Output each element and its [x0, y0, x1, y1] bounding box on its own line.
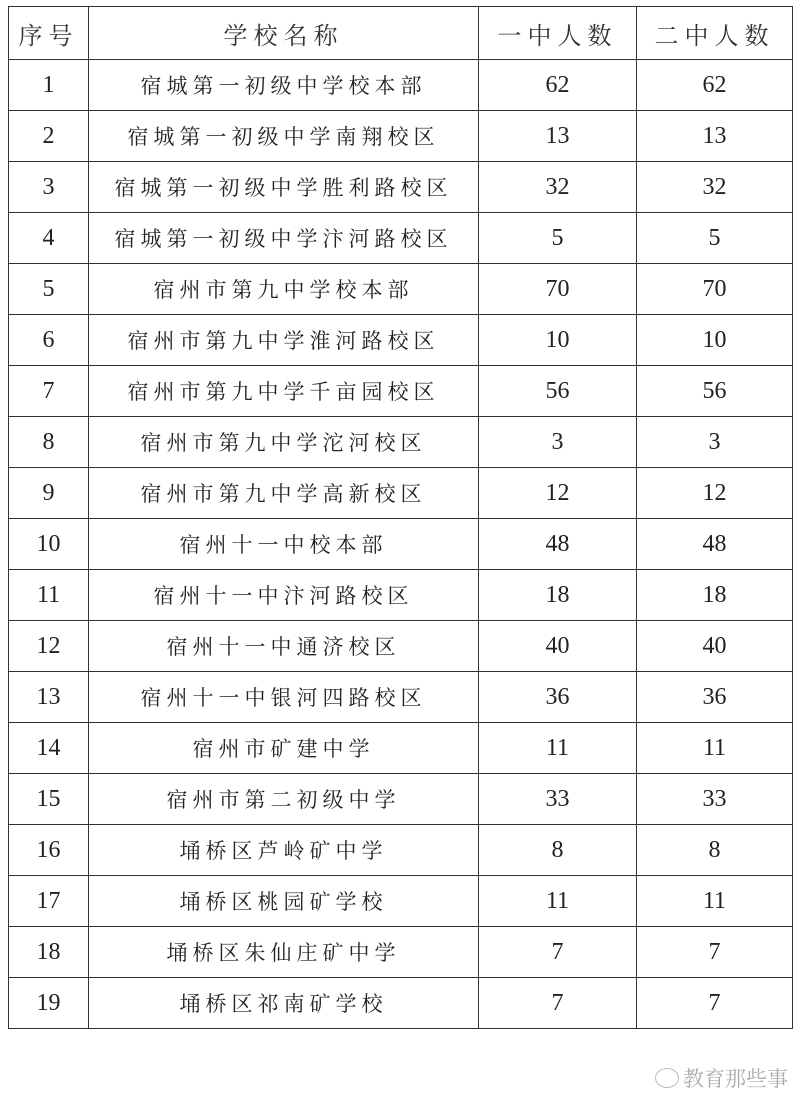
header-yizhong-count: 一中人数 [479, 7, 637, 60]
table-row [9, 774, 793, 825]
yizhong-count: 5 [479, 213, 637, 264]
erzhong-count: 13 [637, 111, 793, 162]
table-row [9, 162, 793, 213]
school-name: 埇桥区祁南矿学校 [89, 978, 479, 1029]
erzhong-count: 56 [637, 366, 793, 417]
erzhong-count: 10 [637, 315, 793, 366]
row-number: 16 [9, 825, 89, 876]
yizhong-count: 62 [479, 60, 637, 111]
erzhong-count: 36 [637, 672, 793, 723]
erzhong-count: 18 [637, 570, 793, 621]
erzhong-count: 70 [637, 264, 793, 315]
school-name: 宿州十一中通济校区 [89, 621, 479, 672]
row-number: 14 [9, 723, 89, 774]
watermark-text: 教育那些事 [683, 1067, 788, 1091]
erzhong-count: 11 [637, 723, 793, 774]
school-name: 宿城第一初级中学胜利路校区 [89, 162, 479, 213]
row-number: 18 [9, 927, 89, 978]
row-number: 2 [9, 111, 89, 162]
table-row [9, 111, 793, 162]
yizhong-count: 48 [479, 519, 637, 570]
erzhong-count: 3 [637, 417, 793, 468]
row-number: 12 [9, 621, 89, 672]
erzhong-count: 48 [637, 519, 793, 570]
school-name: 埇桥区朱仙庄矿中学 [89, 927, 479, 978]
yizhong-count: 12 [479, 468, 637, 519]
yizhong-count: 56 [479, 366, 637, 417]
erzhong-count: 33 [637, 774, 793, 825]
watermark [655, 1063, 788, 1093]
row-number: 11 [9, 570, 89, 621]
yizhong-count: 40 [479, 621, 637, 672]
row-number: 5 [9, 264, 89, 315]
school-name: 宿州市第九中学高新校区 [89, 468, 479, 519]
yizhong-count: 7 [479, 978, 637, 1029]
table-row [9, 264, 793, 315]
table-row [9, 927, 793, 978]
table-row [9, 876, 793, 927]
header-erzhong-count: 二中人数 [637, 7, 793, 60]
row-number: 17 [9, 876, 89, 927]
erzhong-count: 5 [637, 213, 793, 264]
header-row [9, 7, 793, 60]
row-number: 6 [9, 315, 89, 366]
header-no: 序号 [9, 7, 89, 60]
yizhong-count: 32 [479, 162, 637, 213]
row-number: 19 [9, 978, 89, 1029]
row-number: 13 [9, 672, 89, 723]
school-name: 宿州十一中校本部 [89, 519, 479, 570]
erzhong-count: 11 [637, 876, 793, 927]
erzhong-count: 8 [637, 825, 793, 876]
erzhong-count: 12 [637, 468, 793, 519]
yizhong-count: 11 [479, 723, 637, 774]
school-name: 宿州市矿建中学 [89, 723, 479, 774]
school-count-table [8, 6, 793, 1029]
table-row [9, 213, 793, 264]
yizhong-count: 18 [479, 570, 637, 621]
erzhong-count: 62 [637, 60, 793, 111]
header-school-name: 学校名称 [89, 7, 479, 60]
table-row [9, 468, 793, 519]
yizhong-count: 13 [479, 111, 637, 162]
erzhong-count: 7 [637, 927, 793, 978]
yizhong-count: 33 [479, 774, 637, 825]
row-number: 15 [9, 774, 89, 825]
row-number: 9 [9, 468, 89, 519]
school-name: 宿州市第九中学校本部 [89, 264, 479, 315]
school-name: 宿州十一中银河四路校区 [89, 672, 479, 723]
table-row [9, 825, 793, 876]
table-row [9, 417, 793, 468]
table-row [9, 621, 793, 672]
school-name: 宿州市第九中学千亩园校区 [89, 366, 479, 417]
erzhong-count: 7 [637, 978, 793, 1029]
yizhong-count: 36 [479, 672, 637, 723]
school-name: 埇桥区桃园矿学校 [89, 876, 479, 927]
erzhong-count: 40 [637, 621, 793, 672]
table-row [9, 570, 793, 621]
school-name: 宿城第一初级中学南翔校区 [89, 111, 479, 162]
school-name: 宿州市第九中学淮河路校区 [89, 315, 479, 366]
table-row [9, 978, 793, 1029]
school-name: 宿城第一初级中学校本部 [89, 60, 479, 111]
yizhong-count: 10 [479, 315, 637, 366]
table-row [9, 672, 793, 723]
table-row [9, 315, 793, 366]
yizhong-count: 70 [479, 264, 637, 315]
table-row [9, 519, 793, 570]
row-number: 10 [9, 519, 89, 570]
school-name: 宿州市第九中学沱河校区 [89, 417, 479, 468]
table-row [9, 60, 793, 111]
wechat-icon [655, 1068, 679, 1088]
table-row [9, 366, 793, 417]
row-number: 4 [9, 213, 89, 264]
school-name: 宿城第一初级中学汴河路校区 [89, 213, 479, 264]
yizhong-count: 8 [479, 825, 637, 876]
school-name: 宿州市第二初级中学 [89, 774, 479, 825]
table-row [9, 723, 793, 774]
erzhong-count: 32 [637, 162, 793, 213]
school-name: 宿州十一中汴河路校区 [89, 570, 479, 621]
yizhong-count: 7 [479, 927, 637, 978]
school-name: 埇桥区芦岭矿中学 [89, 825, 479, 876]
row-number: 1 [9, 60, 89, 111]
row-number: 8 [9, 417, 89, 468]
yizhong-count: 11 [479, 876, 637, 927]
yizhong-count: 3 [479, 417, 637, 468]
row-number: 7 [9, 366, 89, 417]
row-number: 3 [9, 162, 89, 213]
